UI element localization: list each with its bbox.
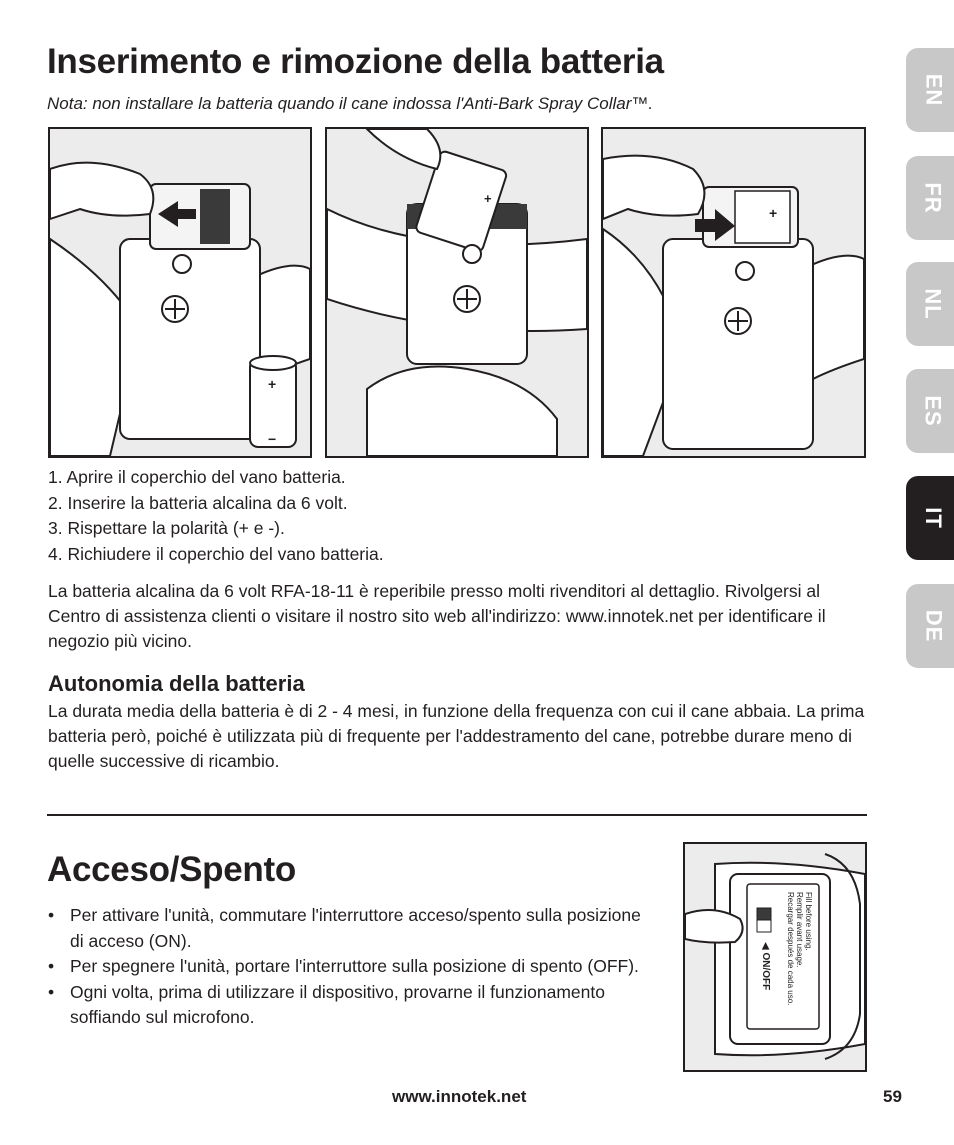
battery-steps-list bbox=[48, 465, 384, 567]
arrow-left-icon: ◀ bbox=[760, 942, 771, 953]
on-off-bullets bbox=[48, 903, 653, 1031]
battery-note: Nota: non installare la batteria quando il cane indossa l'Anti-Bark Spray Collar™. bbox=[47, 94, 654, 113]
page-title: Inserimento e rimozione della batteria bbox=[47, 42, 664, 81]
list-item: 4. Richiudere il coperchio del vano batteria. bbox=[48, 543, 384, 564]
illustration-open-cover bbox=[48, 127, 312, 458]
battery-life-paragraph: La durata media della batteria è di 2 - 4 mesi, in funzione della frequenza con cui il cane abbaia. La prima batteria però, poiché è utilizzata più di frequente per l'addestramento del cane, potrebbe durare meno di quelle successive di ricambio. bbox=[48, 701, 865, 771]
on-off-heading: Acceso/Spento bbox=[47, 850, 296, 889]
footer-url: www.innotek.net bbox=[392, 1087, 527, 1106]
tab-de[interactable]: DE bbox=[906, 584, 954, 668]
tab-es[interactable]: ES bbox=[906, 369, 954, 453]
list-item: • Per attivare l'unità, commutare l'interruttore acceso/spento sulla posizione di acceso (ON). bbox=[48, 903, 653, 954]
list-item: 1. Aprire il coperchio del vano batteria. bbox=[48, 467, 346, 487]
battery-life-heading: Autonomia della batteria bbox=[48, 671, 305, 696]
section-divider bbox=[47, 814, 867, 816]
tab-fr[interactable]: FR bbox=[906, 156, 954, 240]
on-off-switch-label: ◀ ON/OFF bbox=[760, 942, 771, 991]
battery-availability-paragraph: La batteria alcalina da 6 volt RFA-18-11 è reperibile presso molti rivenditori al dettaglio. Rivolgersi al Centro di assistenza clienti o visitare il nostro sito web all'indirizzo: www.innotek.net per identificare il negozio più vicino. bbox=[48, 581, 826, 651]
battery-plus-label: + bbox=[484, 191, 492, 206]
list-item: 2. Inserire la batteria alcalina da 6 volt. bbox=[48, 492, 348, 513]
list-item: • Per spegnere l'unità, portare l'interruttore sulla posizione di spento (OFF). bbox=[48, 954, 653, 980]
device-instruction-label: Fill before using. Remplir avant usage. Recargar después de cada uso. bbox=[786, 892, 813, 1006]
list-item: 3. Rispettare la polarità (+ e -). bbox=[48, 518, 285, 538]
battery-plus-label: + bbox=[268, 376, 277, 392]
battery-plus-label: + bbox=[769, 205, 778, 221]
page-number: 59 bbox=[883, 1087, 902, 1106]
illustration-insert-battery bbox=[325, 127, 589, 458]
tab-it[interactable]: IT bbox=[906, 476, 954, 560]
tab-nl[interactable]: NL bbox=[906, 262, 954, 346]
battery-minus-label: − bbox=[268, 431, 277, 447]
illustration-close-cover bbox=[601, 127, 866, 458]
list-item: • Ogni volta, prima di utilizzare il dispositivo, provarne il funzionamento soffiando sul microfono. bbox=[48, 980, 653, 1031]
illustration-on-off-switch bbox=[683, 842, 867, 1072]
tab-en[interactable]: EN bbox=[906, 48, 954, 132]
